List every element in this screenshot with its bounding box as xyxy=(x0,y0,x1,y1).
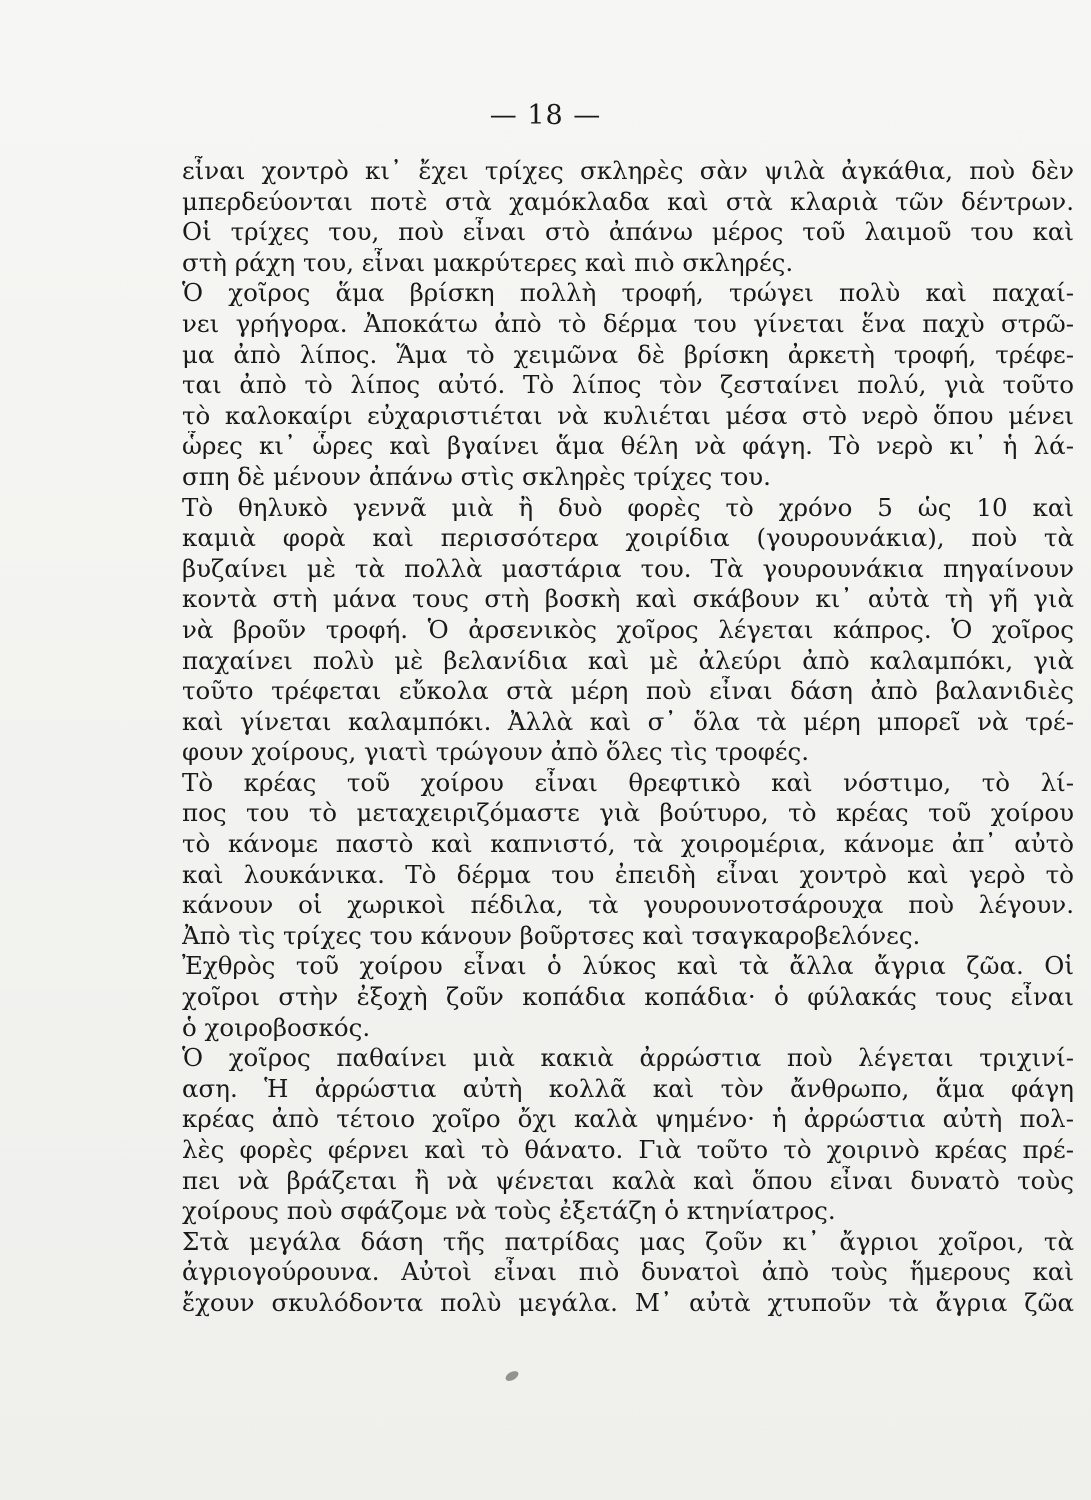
text-line: εἶναι χοντρὸ κι᾽ ἔχει τρίχες σκληρὲς σὰν ψιλὰ ἀγκάθια, ποὺ δὲν xyxy=(182,156,1074,185)
text-line: νὰ βροῦν τροφή. Ὁ ἀρσενικὸς χοῖρος λέγεται κάπρος. Ὁ χοῖρος xyxy=(182,614,1074,644)
text-line: τοῦτο τρέφεται εὔκολα στὰ μέρη ποὺ εἶναι δάση ἀπὸ βαλανιδιὲς xyxy=(182,676,1074,706)
page-number: — 18 — xyxy=(489,100,602,131)
text-line: τὸ καλοκαίρι εὐχαριστιέται νὰ κυλιέται μέσα στὸ νερὸ ὅπου μένει xyxy=(182,400,1074,430)
text-line: ται ἀπὸ τὸ λίπος αὐτό. Τὸ λίπος τὸν ζεσταίνει πολύ, γιὰ τοῦτο xyxy=(182,370,1074,400)
text-line: καμιὰ φορὰ καὶ περισσότερα χοιρίδια (γουρουνάκια), ποὺ τὰ xyxy=(182,523,1074,553)
text-line: Οἱ τρίχες του, ποὺ εἶναι στὸ ἀπάνω μέρος τοῦ λαιμοῦ του καὶ xyxy=(182,217,1074,247)
text-line: βυζαίνει μὲ τὰ πολλὰ μαστάρια του. Τὰ γουρουνάκια πηγαίνουν xyxy=(182,553,1074,583)
text-line: στὴ ράχη του, εἶναι μακρύτερες καὶ πιὸ σκληρές. xyxy=(182,247,794,277)
text-line: καὶ γίνεται καλαμπόκι. Ἀλλὰ καὶ σ᾽ ὅλα τὰ μέρη μπορεῖ νὰ τρέ- xyxy=(182,706,1074,736)
text-line: κοντὰ στὴ μάνα τους στὴ βοσκὴ καὶ σκάβουν κι᾽ αὐτὰ τὴ γῆ γιὰ xyxy=(182,584,1074,614)
text-line: αση. Ἡ ἀρρώστια αὐτὴ κολλᾶ καὶ τὸν ἄνθρωπο, ἅμα φάγη xyxy=(182,1073,1074,1103)
text-line: Τὸ θηλυκὸ γεννᾶ μιὰ ἢ δυὸ φορὲς τὸ χρόνο 5 ὡς 10 καὶ xyxy=(182,492,1074,522)
text-line: Ὁ χοῖρος ἅμα βρίσκη πολλὴ τροφή, τρώγει πολὺ καὶ παχαί- xyxy=(182,278,1074,308)
text-line: ὁ χοιροβοσκός. xyxy=(182,1012,371,1042)
text-line: Ἐχθρὸς τοῦ χοίρου εἶναι ὁ λύκος καὶ τὰ ἄλλα ἄγρια ζῶα. Οἱ xyxy=(182,951,1074,981)
text-line: ἀγριογούρουνα. Αὐτοὶ εἶναι πιὸ δυνατοὶ ἀπὸ τοὺς ἥμερους καὶ xyxy=(182,1257,1074,1287)
text-line: Τὸ κρέας τοῦ χοίρου εἶναι θρεφτικὸ καὶ νόστιμο, τὸ λί- xyxy=(182,767,1074,797)
text-line: παχαίνει πολὺ μὲ βελανίδια καὶ μὲ ἀλεύρι ἀπὸ καλαμπόκι, γιὰ xyxy=(182,645,1074,675)
text-line: Ὁ χοῖρος παθαίνει μιὰ κακιὰ ἀρρώστια ποὺ λέγεται τριχινί- xyxy=(182,1043,1074,1073)
text-line: πει νὰ βράζεται ἢ νὰ ψένεται καλὰ καὶ ὅπου εἶναι δυνατὸ τοὺς xyxy=(182,1165,1074,1195)
text-line: τὸ κάνομε παστὸ καὶ καπνιστό, τὰ χοιρομέρια, κάνομε ἀπ᾽ αὐτὸ xyxy=(182,829,1074,859)
text-line: μα ἀπὸ λίπος. Ἅμα τὸ χειμῶνα δὲ βρίσκη ἀρκετὴ τροφή, τρέφε- xyxy=(182,339,1074,369)
text-line: χοίρους ποὺ σφάζομε νὰ τοὺς ἐξετάζη ὁ κτηνίατρος. xyxy=(182,1196,836,1226)
text-line: χοῖροι στὴν ἐξοχὴ ζοῦν κοπάδια κοπάδια· ὁ φύλακάς τους εἶναι xyxy=(182,982,1074,1012)
ink-smudge xyxy=(504,1369,520,1383)
text-line: ἔχουν σκυλόδοντα πολὺ μεγάλα. Μ᾽ αὐτὰ χτυποῦν τὰ ἄγρια ζῶα xyxy=(182,1287,1074,1317)
body-text xyxy=(182,156,1074,1319)
text-line: καὶ λουκάνικα. Τὸ δέρμα του ἐπειδὴ εἶναι χοντρὸ καὶ γερὸ τὸ xyxy=(182,859,1074,889)
text-line: λὲς φορὲς φέρνει καὶ τὸ θάνατο. Γιὰ τοῦτο τὸ χοιρινὸ κρέας πρέ- xyxy=(182,1135,1074,1164)
text-line: νει γρήγορα. Ἀποκάτω ἀπὸ τὸ δέρμα του γίνεται ἕνα παχὺ στρῶ- xyxy=(182,308,1074,338)
text-line: μπερδεύονται ποτὲ στὰ χαμόκλαδα καὶ στὰ κλαριὰ τῶν δέντρων. xyxy=(182,186,1074,216)
text-line: σπη δὲ μένουν ἀπάνω στὶς σκληρὲς τρίχες του. xyxy=(182,461,771,491)
text-line: ὧρες κι᾽ ὧρες καὶ βγαίνει ἅμα θέλη νὰ φάγη. Τὸ νερὸ κι᾽ ἡ λά- xyxy=(182,431,1074,461)
text-line: κάνουν οἱ χωρικοὶ πέδιλα, τὰ γουρουνοτσάρουχα ποὺ λέγουν. xyxy=(182,890,1074,920)
text-line: κρέας ἀπὸ τέτοιο χοῖρο ὄχι καλὰ ψημένο· ἡ ἀρρώστια αὐτὴ πολ- xyxy=(182,1104,1074,1134)
text-line: Ἀπὸ τὶς τρίχες του κάνουν βοῦρτσες καὶ τσαγκαροβελόνες. xyxy=(182,920,921,950)
text-line: Στὰ μεγάλα δάση τῆς πατρίδας μας ζοῦν κι᾽ ἄγριοι χοῖροι, τὰ xyxy=(182,1226,1074,1256)
text-line: πος του τὸ μεταχειριζόμαστε γιὰ βούτυρο, τὸ κρέας τοῦ χοίρου xyxy=(182,798,1074,828)
text-line: φουν χοίρους, γιατὶ τρώγουν ἀπὸ ὅλες τὶς τροφές. xyxy=(182,737,810,767)
